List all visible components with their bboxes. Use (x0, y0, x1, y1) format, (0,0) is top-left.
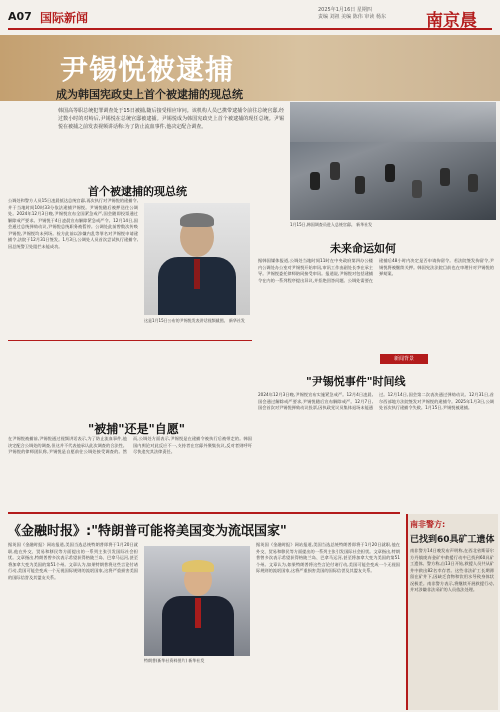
page-number: A07 (8, 10, 32, 23)
dateline (318, 7, 418, 21)
date-text: 2025年1月16日 星期四 (318, 7, 372, 13)
trump-photo-caption: 特朗普(新华社资料图片) 新华社发 (144, 658, 205, 663)
top-subheadline: 成为韩国宪政史上首个被逮捕的现总统 (56, 88, 243, 101)
top-headline: 尹锡悦被逮捕 (60, 53, 235, 86)
section-name: 国际新闻 (40, 11, 89, 25)
photo-caption-top: 1月15日,韩国调查员进入总统官邸。 新华社发 (290, 222, 373, 227)
story2-heading: 未来命运如何 (330, 242, 396, 255)
story3-heading: "被捕"还是"自愿" (88, 422, 186, 436)
divider (8, 512, 400, 514)
timeline-heading: "尹锡悦事件"时间线 (306, 375, 406, 388)
sidebar-heading: 已找到60具矿工遗体 (410, 535, 495, 545)
editor-text: 责编 刘祖 美编 陈伟 审读 杨东 (318, 14, 386, 20)
portrait-caption: 这是1月15日公布的尹锡悦发表讲话视频截图。 新华社发 (144, 318, 245, 323)
story3-body: 在尹锡悦被捕前,尹锡悦通过视频讲话表示,为了防止流血事件,他决定配合公调处的调查,但这并不代表他承认此次调查的合法性。尹锡悦的律师团队称,尹锡悦是自愿前往公调处接受调查的。然而,公调处方面表示,尹锡悦是在逮捕令被执行后被带走的。韩国国内舆论对此反应不一,支持者在官邸外聚集抗议,反对者则呼吁尽快追究其法律责任。 (8, 436, 252, 454)
news-photo-crowd (290, 102, 496, 220)
story4-body-right (256, 542, 400, 708)
story4-headline: 《金融时报》:"特朗普可能将美国变为流氓国家" (8, 524, 287, 539)
portrait-photo (144, 203, 250, 315)
story4-body-continued: 据英国《金融时报》网站报道,美国当选总统特朗普即将于1月20日就职,他在外交、贸易和移民等方面提出的一系列主张引发国际社会担忧。文章指出,特朗普曾多次表示希望获得格陵兰岛、巴拿马运河,甚至将加拿大变为美国的第51个州。文章认为,如果特朗普将这些言论付诸行动,美国可能会变成一个无视国际规则的流氓国家,这将严重损害美国的国际信誉及其盟友关系。 (256, 542, 400, 573)
lead-paragraph: 韩国高等职总统犯罪调查处于15日被捕,随后接受相应审问。该机构人员已携带逮捕令前往总统官邸,经过数小时的对峙后,尹锡悦在总统官邸被逮捕。尹锡悦成为韩国宪政史上首个被逮捕的现任总统。尹锡悦在被捕之前发表视频讲话称:为了防止流血事件,他决定配合调查。 (58, 108, 284, 130)
story4-body-left: 据英国《金融时报》网站报道,美国当选总统特朗普即将于1月20日就职,他在外交、贸易和移民等方面提出的一系列主张引发国际社会担忧。文章指出,特朗普曾多次表示希望获得格陵兰岛、巴拿马运河,甚至将加拿大变为美国的第51个州。文章认为,如果特朗普将这些言论付诸行动,美国可能会变成一个无视国际规则的流氓国家,这将严重损害美国的国际信誉及其盟友关系。 (8, 542, 138, 580)
sidebar-body: 南非警方14日晚发布声明称,在西北省斯蒂尔方丹镇废弃金矿中救援行动中已找到60具矿工遗体。警方称,自13日开始,救援人员共从矿井中救出82名幸存者。这些非法矿工长期滞留在矿井下,因缺乏食物和饮用水导致身体状况极差。南非警方表示,将继续开展救援行动,并对涉嫌非法采矿的人员依法处理。 (410, 548, 494, 592)
story1-heading: 首个被逮捕的现总统 (88, 185, 187, 198)
story1-body: 公调处和警方人员15日凌晨抵达总统官邸,再次执行对尹锡悦的逮捕令,并于当地时间10时33分依法逮捕尹锡悦。尹锡悦随后被押送往公调处。2024年12月3日晚,尹锡悦宣布全国紧急戒严,国会随即投票通过解除戒严要求。尹锡悦于4日凌晨宣布解除紧急戒严令。12月14日,国会通过总统弹劾动议,尹锡悦总统职务被暂停。公调处此前曾数次传唤尹锡悦,尹锡悦均未到场。检方此前以涉嫌内乱等罪名对尹锡悦申请逮捕令,法院于12月31日签发。1月3日,公调处人员首次尝试执行逮捕令,因总统警卫处阻拦未能成功。 (8, 198, 138, 249)
timeline-body: 2024年12月3日晚,尹锡悦宣布实施紧急戒严。12月4日凌晨,国会通过解除戒严要求,尹锡悦随后宣布解除戒严。12月7日,国会首次对尹锡悦弹劾动议投票,因执政党议员集体退场未能通过。12月14日,国会第二次表决通过弹劾动议。12月31日,首尔西部地方法院签发对尹锡悦的逮捕令。2025年1月3日,公调处首次执行逮捕令失败。1月15日,尹锡悦被逮捕。 (258, 392, 494, 410)
sidebar-kicker: 南非警方: (410, 520, 446, 529)
divider (8, 340, 252, 341)
news-background-tag: 新闻背景 (380, 354, 428, 364)
trump-photo (144, 546, 250, 656)
masthead-logo: 南京晨 (426, 11, 477, 31)
page-header (8, 4, 492, 30)
story2-body: 据韩国媒体报道,公调处当地时间11时在中央政府第四办公楼内公调处办公室对尹锡悦开始审讯,审讯工作由副处长李在承主导。尹锡悦委托律师陪同接受审讯。报道说,尹锡悦对包括逮捕令在内的一系列程序提出异议,并拒绝回答问题。公调处需要在逮捕后48小时内决定是否申请拘留令。若法院签发拘留令,尹锡悦将被继续关押。韩国宪法法院目前也在审理针对尹锡悦的弹劾案。 (258, 258, 494, 283)
